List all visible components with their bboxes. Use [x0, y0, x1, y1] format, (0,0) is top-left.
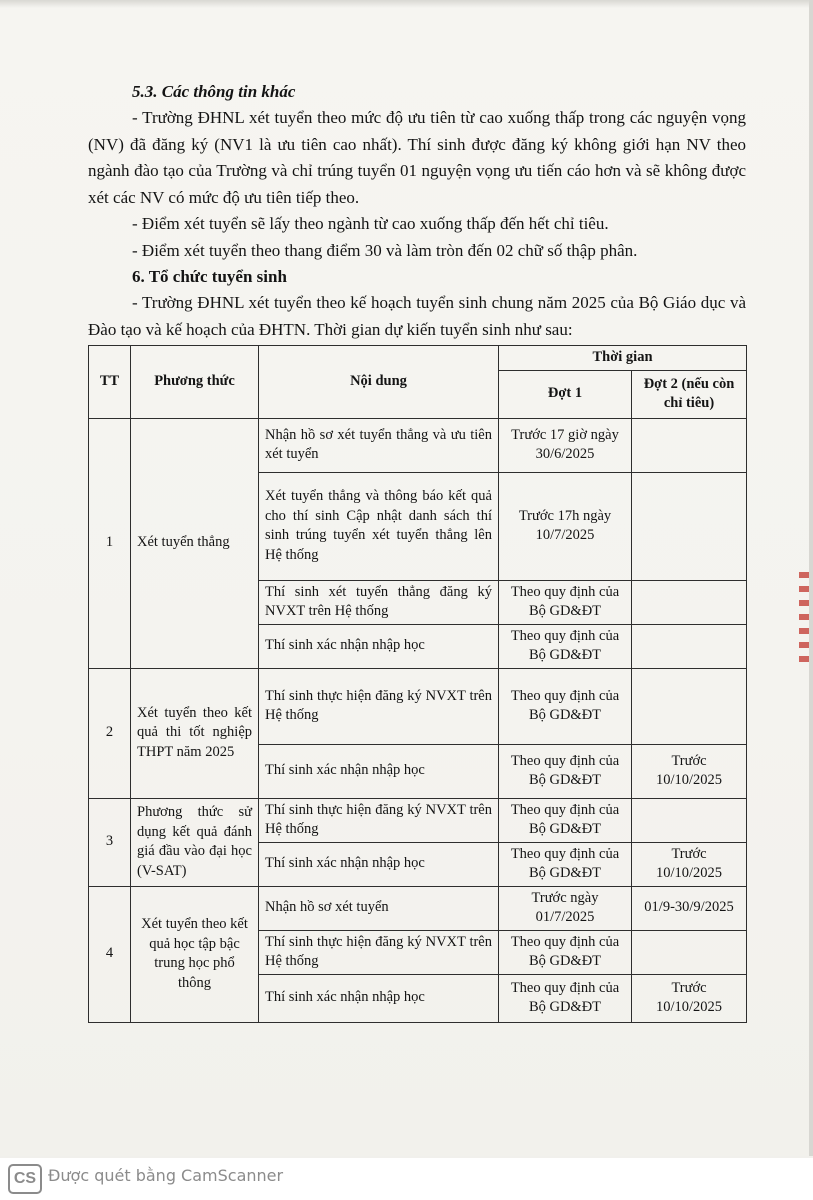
- table-row: [89, 886, 747, 930]
- header-round-2: Đợt 2 (nếu còn chỉ tiêu): [632, 370, 747, 418]
- group-2-row-1-round-1: Theo quy định của Bộ GD&ĐT: [499, 668, 632, 744]
- table-row: [89, 668, 747, 744]
- group-1-tt: 1: [89, 418, 131, 668]
- header-content: Nội dung: [259, 346, 499, 419]
- group-3-row-2-round-2: Trước 10/10/2025: [632, 842, 747, 886]
- group-3-row-1-round-2: [632, 798, 747, 842]
- group-3-row-1-round-1: Theo quy định của Bộ GD&ĐT: [499, 798, 632, 842]
- camscanner-logo-icon: CS: [8, 1164, 42, 1194]
- group-1-row-3-round-2: [632, 580, 747, 624]
- header-method: Phương thức: [131, 346, 259, 419]
- paragraph-score-scale: - Điểm xét tuyển theo thang điểm 30 và làm tròn đến 02 chữ số thập phân.: [132, 240, 638, 260]
- group-4-row-3-round-1: Theo quy định của Bộ GD&ĐT: [499, 974, 632, 1022]
- group-2-row-1-round-2: [632, 668, 747, 744]
- table-row: [89, 418, 747, 472]
- paragraph-schedule-intro: - Trường ĐHNL xét tuyển theo kế hoạch tuyển sinh chung năm 2025 của Bộ Giáo dục và Đào tạo và kế hoạch của ĐHTN. Thời gian dự kiến tuyển sinh như sau:: [88, 293, 746, 339]
- group-4-row-2-content: Thí sinh thực hiện đăng ký NVXT trên Hệ thống: [259, 930, 499, 974]
- group-1-row-4-round-1: Theo quy định của Bộ GD&ĐT: [499, 624, 632, 668]
- header-round-1: Đợt 1: [499, 370, 632, 418]
- group-1-row-4-content: Thí sinh xác nhận nhập học: [259, 624, 499, 668]
- scanner-footer: [0, 1158, 813, 1200]
- group-3-row-1-content: Thí sinh thực hiện đăng ký NVXT trên Hệ thống: [259, 798, 499, 842]
- group-4-method: Xét tuyển theo kết quả học tập bậc trung học phổ thông: [131, 886, 259, 1022]
- group-3-row-2-round-1: Theo quy định của Bộ GD&ĐT: [499, 842, 632, 886]
- group-1-row-2-round-2: [632, 472, 747, 580]
- document-body: [88, 79, 746, 343]
- group-1-method: Xét tuyển thẳng: [131, 418, 259, 668]
- group-2-row-1-content: Thí sinh thực hiện đăng ký NVXT trên Hệ thống: [259, 668, 499, 744]
- group-4-row-2-round-2: [632, 930, 747, 974]
- paragraph-score-order: - Điểm xét tuyển sẽ lấy theo ngành từ cao xuống thấp đến hết chỉ tiêu.: [132, 214, 609, 233]
- header-time: Thời gian: [499, 346, 747, 371]
- section-5-3-heading: 5.3. Các thông tin khác: [132, 82, 296, 101]
- group-2-method: Xét tuyển theo kết quả thi tốt nghiệp THPT năm 2025: [131, 668, 259, 798]
- group-4-row-1-round-1: Trước ngày 01/7/2025: [499, 886, 632, 930]
- group-1-row-1-round-2: [632, 418, 747, 472]
- group-1-row-2-round-1: Trước 17h ngày 10/7/2025: [499, 472, 632, 580]
- table-row: [89, 798, 747, 842]
- group-1-row-2-content: Xét tuyển thẳng và thông báo kết quả cho thí sinh Cập nhật danh sách thí sinh trúng tuyển xét tuyển thẳng lên Hệ thống: [259, 472, 499, 580]
- group-1-row-4-round-2: [632, 624, 747, 668]
- header-tt: TT: [89, 346, 131, 419]
- group-2-row-2-round-2: Trước 10/10/2025: [632, 744, 747, 798]
- group-1-row-3-content: Thí sinh xét tuyển thẳng đăng ký NVXT trên Hệ thống: [259, 580, 499, 624]
- group-2-row-2-round-1: Theo quy định của Bộ GD&ĐT: [499, 744, 632, 798]
- group-4-tt: 4: [89, 886, 131, 1022]
- group-4-row-3-content: Thí sinh xác nhận nhập học: [259, 974, 499, 1022]
- group-4-row-1-content: Nhận hồ sơ xét tuyển: [259, 886, 499, 930]
- group-1-row-1-round-1: Trước 17 giờ ngày 30/6/2025: [499, 418, 632, 472]
- group-2-tt: 2: [89, 668, 131, 798]
- red-stamp-edge: [799, 572, 809, 662]
- group-3-row-2-content: Thí sinh xác nhận nhập học: [259, 842, 499, 886]
- group-3-tt: 3: [89, 798, 131, 886]
- group-1-row-3-round-1: Theo quy định của Bộ GD&ĐT: [499, 580, 632, 624]
- group-4-row-2-round-1: Theo quy định của Bộ GD&ĐT: [499, 930, 632, 974]
- admission-schedule-table: [88, 345, 747, 1023]
- group-1-row-1-content: Nhận hồ sơ xét tuyển thẳng và ưu tiên xét tuyển: [259, 418, 499, 472]
- section-6-heading: 6. Tổ chức tuyển sinh: [132, 267, 287, 286]
- paragraph-priority: - Trường ĐHNL xét tuyển theo mức độ ưu tiên từ cao xuống thấp trong các nguyện vọng (NV) đã đăng ký (NV1 là ưu tiên cao nhất). Thí sinh được đăng ký không giới hạn NV theo ngành đào tạo của Trường và chỉ trúng tuyển 01 nguyện vọng ưu tiến cáo hơn và sẽ không được xét các NV có mức độ ưu tiên tiếp theo.: [88, 108, 746, 207]
- scanner-caption: Được quét bằng CamScanner: [48, 1166, 284, 1185]
- group-3-method: Phương thức sử dụng kết quả đánh giá đầu vào đại học (V-SAT): [131, 798, 259, 886]
- group-4-row-1-round-2: 01/9-30/9/2025: [632, 886, 747, 930]
- group-2-row-2-content: Thí sinh xác nhận nhập học: [259, 744, 499, 798]
- group-4-row-3-round-2: Trước 10/10/2025: [632, 974, 747, 1022]
